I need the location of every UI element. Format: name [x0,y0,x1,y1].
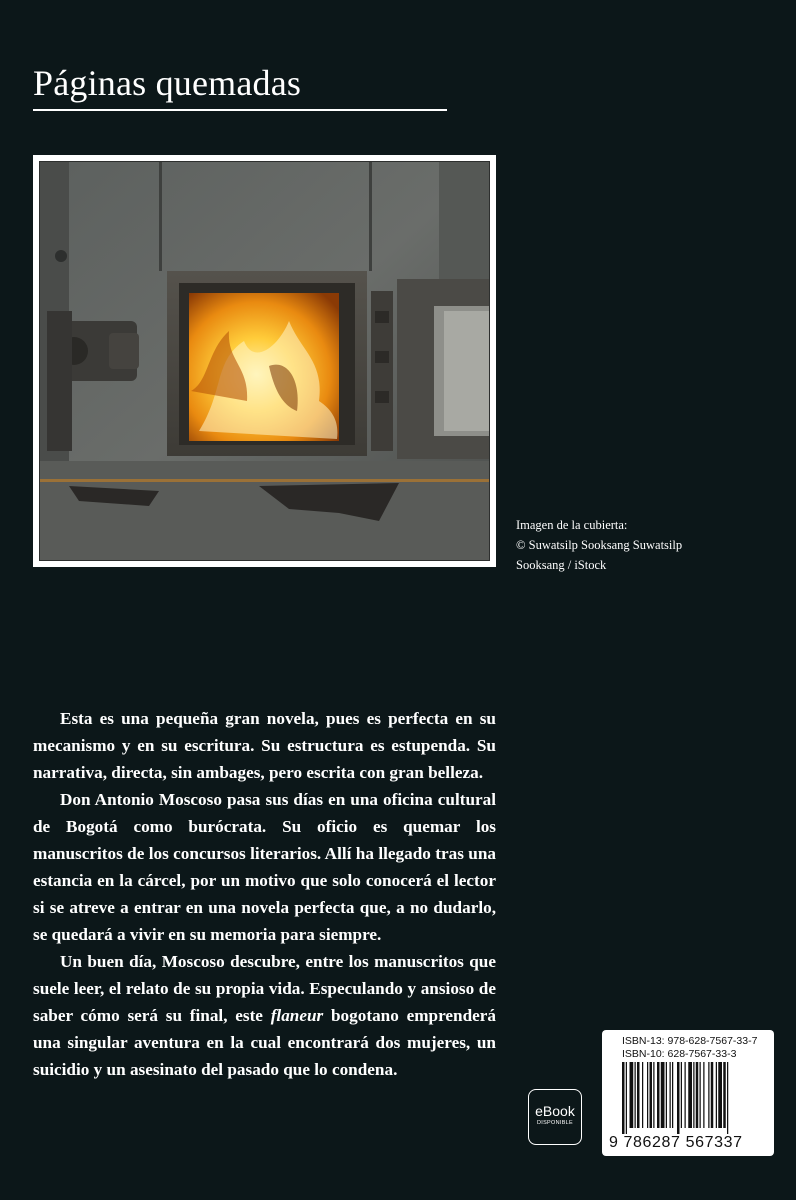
barcode-bar [696,1062,699,1128]
image-credit [516,515,682,575]
barcode-bar [716,1062,717,1128]
barcode-bar [657,1062,660,1128]
barcode-bar [681,1062,682,1128]
barcode-bar [626,1062,627,1134]
barcode-bar [703,1062,704,1128]
isbn13-label: ISBN-13: 978-628-7567-33-7 [622,1035,758,1047]
barcode-bar [727,1062,728,1134]
blurb-paragraph: Esta es una pequeña gran novela, pues es perfecta en su mecanismo y en su escritura. Su estructura es estupenda. Su narrativa, directa, sin ambages, pero escrita con gran belleza. [33,709,496,782]
barcode-bar [653,1062,654,1128]
furnace-photo [39,161,490,561]
barcode-bar [666,1062,667,1128]
barcode-bar [642,1062,643,1128]
blurb-italic-word: flaneur [270,1006,324,1025]
barcode-bar [711,1062,714,1128]
ebook-badge [528,1089,582,1145]
barcode-bar [723,1062,726,1128]
barcode-bar [637,1062,640,1128]
cover-photo-frame [33,155,496,567]
barcode-bar [718,1062,722,1128]
barcode-bar [688,1062,692,1128]
barcode-bar [661,1062,665,1128]
isbn-barcode [602,1030,774,1156]
barcode-bar [630,1062,634,1128]
barcode-bar [670,1062,671,1128]
ebook-label: eBook [535,1103,575,1119]
barcode-bar [693,1062,694,1128]
image-credit-line: Imagen de la cubierta: [516,518,628,532]
blurb-text: bogotano emprenderá una singular aventura en la cual encontrará dos mujeres, un suicidio y un asesinato del pasado que lo condena. [33,1006,496,1079]
barcode-bar [708,1062,709,1128]
barcode-bar [622,1062,625,1134]
barcode-digits: 9 786287 567337 [609,1134,743,1151]
barcode-bar [647,1062,648,1128]
title-underline [33,109,447,111]
barcode-bar [635,1062,636,1128]
blurb-paragraph [33,948,496,1083]
image-credit-line: © Suwatsilp Sooksang Suwatsilp [516,538,683,552]
barcode-bar [650,1062,653,1128]
back-cover-blurb [33,705,496,1083]
ebook-sublabel: DISPONIBLE [536,1120,573,1126]
barcode-bar [700,1062,701,1128]
isbn10-label: ISBN-10: 628-7567-33-3 [622,1048,737,1060]
blurb-paragraph: Don Antonio Moscoso pasa sus días en una oficina cultural de Bogotá como burócrata. Su oficio es quemar los manuscritos de los concursos literarios. Allí ha llegado tras una estancia en la cárcel, por un motivo que solo conocerá el lector si se atreve a entrar en una novela perfecta que, a no dudarlo, se quedará a vivir en su memoria para siempre. [33,790,496,944]
image-credit-line: Sooksang / iStock [516,558,607,572]
barcode-bar [677,1062,680,1134]
blurb-text: Un buen día, Moscoso descubre, entre los manuscritos que suele leer, el relato de su propia vida. Especulando y ansioso de saber cómo será su final, este [33,952,496,1025]
book-title: Páginas quemadas [33,63,302,103]
barcode-bars [622,1062,762,1134]
barcode-bar [672,1062,673,1128]
barcode-bar [685,1062,686,1128]
